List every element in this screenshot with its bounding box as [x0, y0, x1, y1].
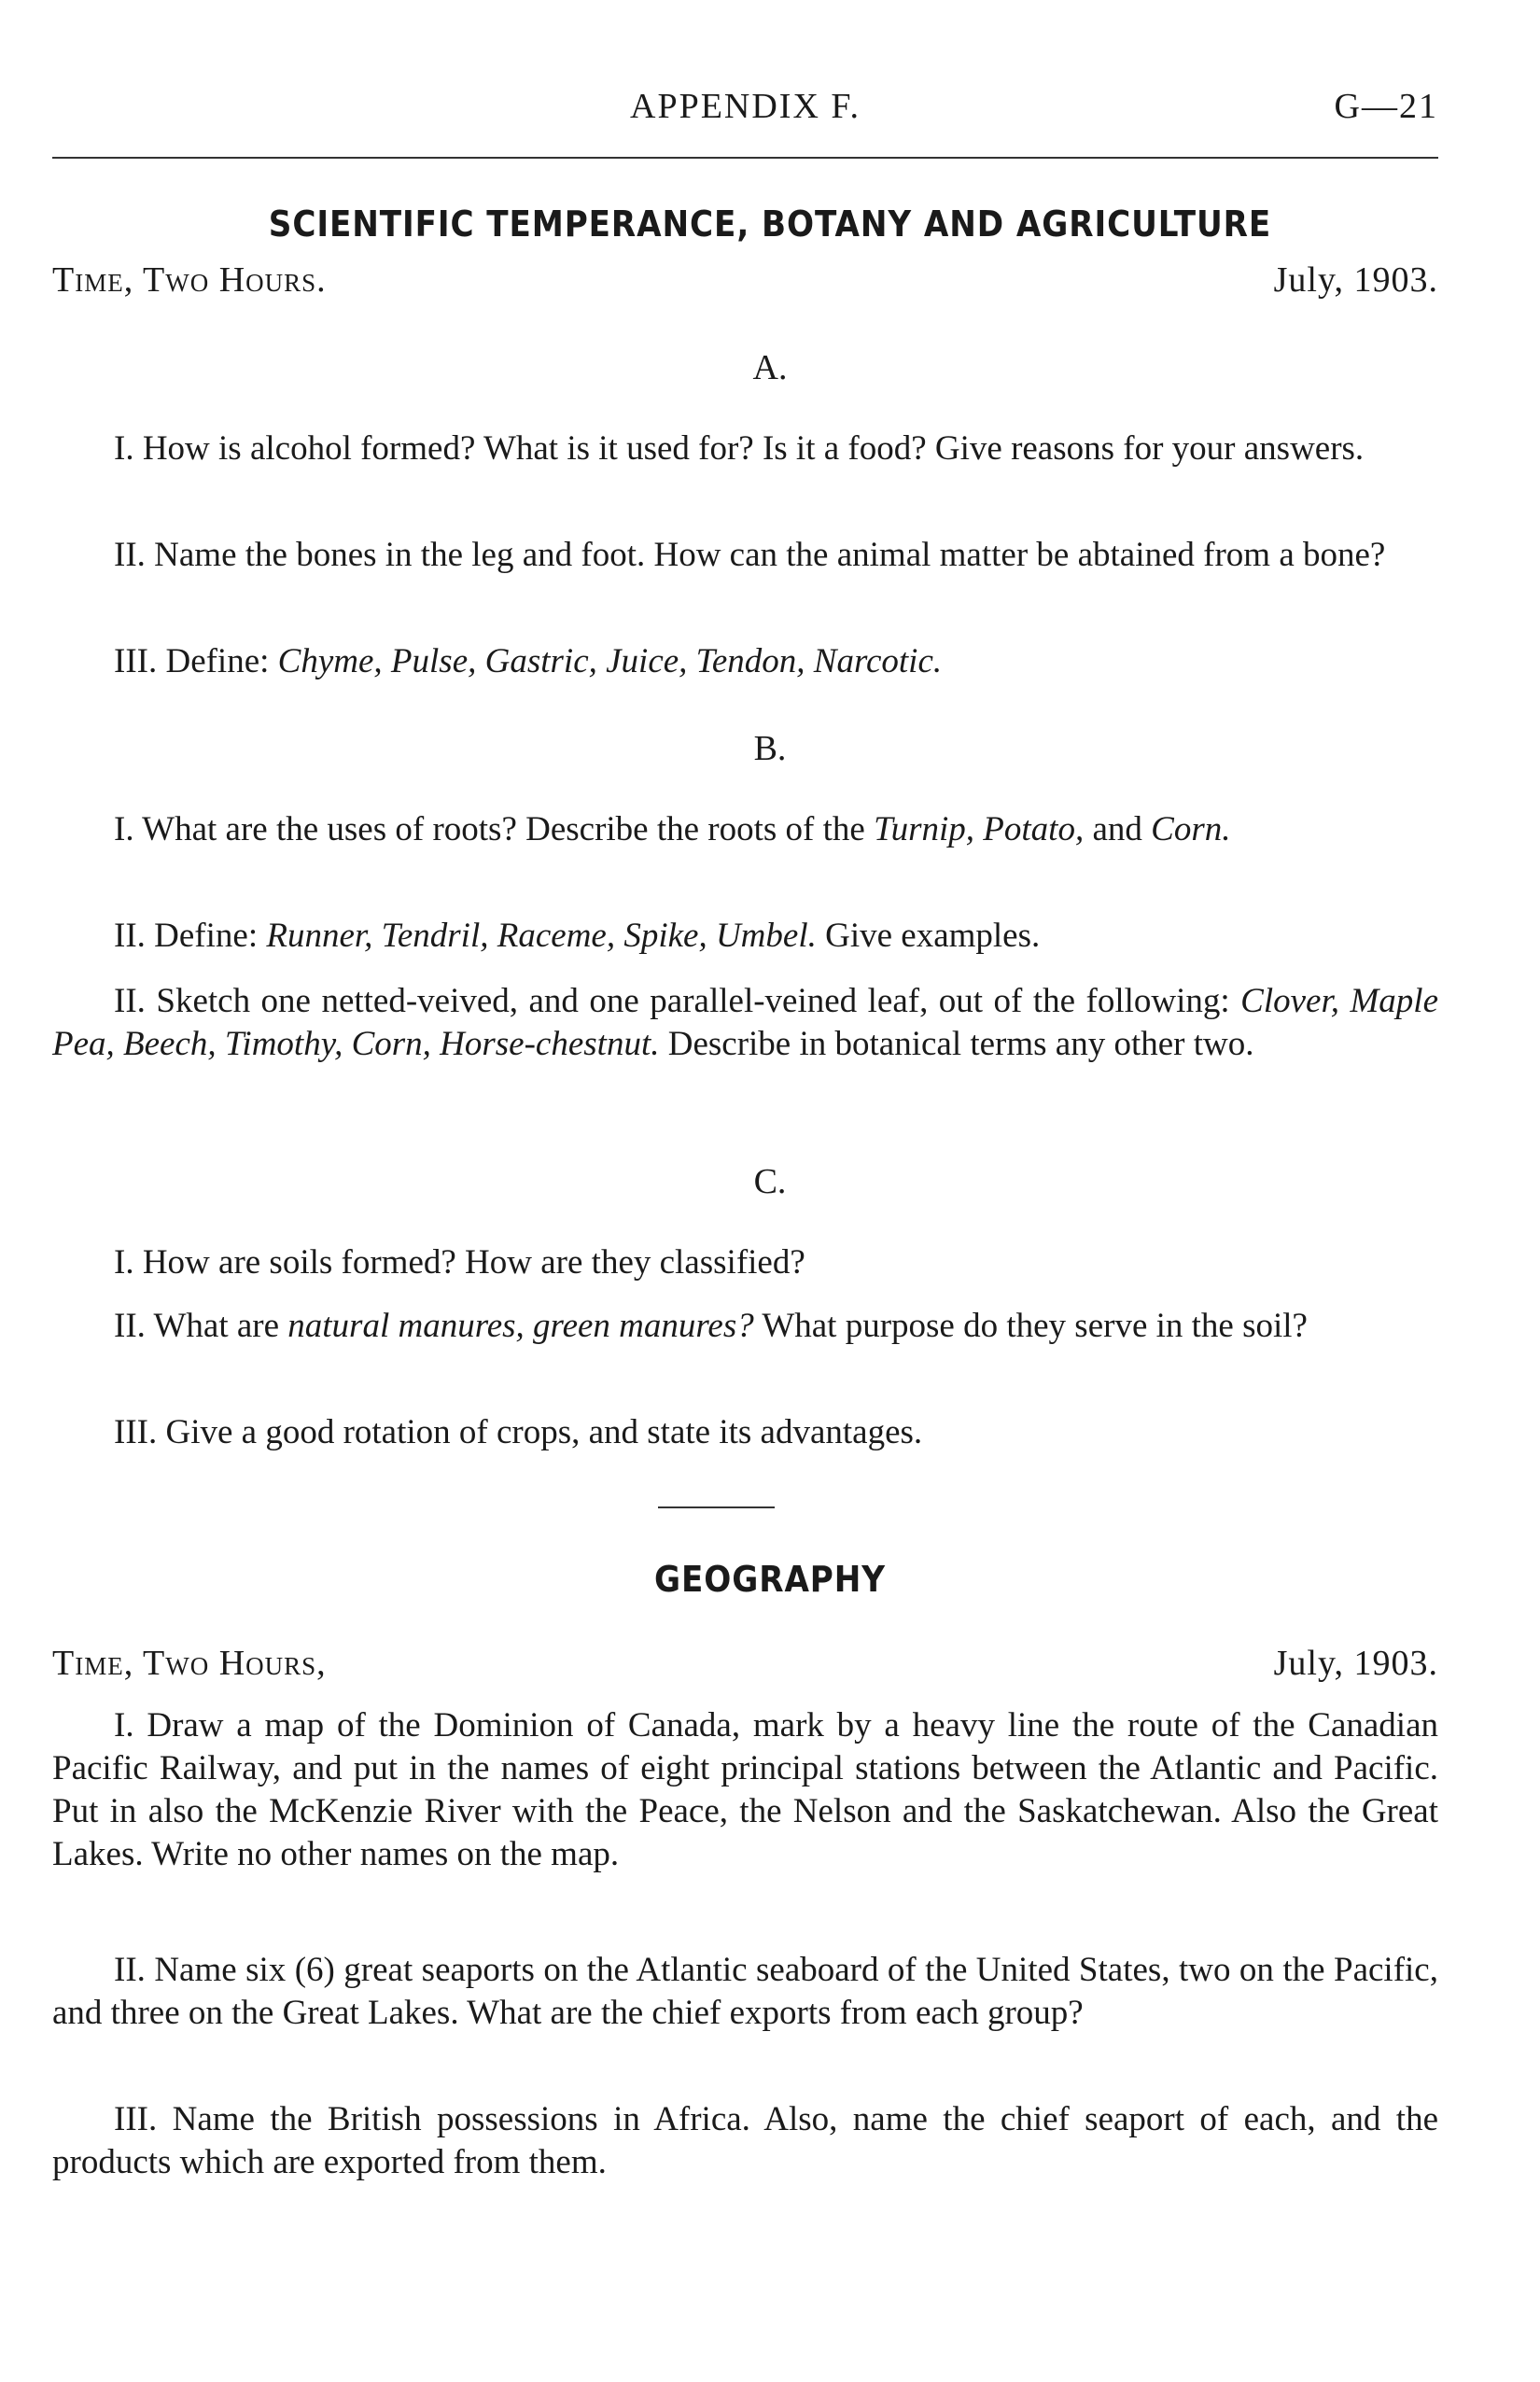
running-header: [52, 86, 1438, 142]
question-text: Name the bones in the leg and foot. How can the animal matter be abtained from a bone?: [154, 536, 1386, 574]
question-number: III.: [114, 1413, 166, 1451]
italic-term: natural manures, green manures?: [287, 1307, 754, 1345]
running-header-title: APPENDIX F.: [630, 87, 861, 126]
question-number: I.: [114, 1706, 147, 1744]
question-a-3: [52, 640, 1438, 683]
exam-date: July, 1903.: [1273, 1644, 1438, 1683]
question-number: III.: [114, 642, 166, 680]
question-number: III.: [114, 2100, 173, 2138]
question-text: What are: [153, 1307, 288, 1345]
question-text: Define:: [154, 917, 267, 955]
question-number: II.: [114, 982, 157, 1020]
italic-term: Corn.: [1151, 810, 1231, 848]
question-geo-1: [52, 1704, 1438, 1876]
question-text: How is alcohol formed? What is it used for? Is it a food? Give reasons for your answers.: [142, 429, 1365, 468]
question-b-1: [52, 808, 1438, 851]
question-text: Give examples.: [816, 917, 1041, 955]
question-text: Draw a map of the Dominion of Canada, mark by a heavy line the route of the Canadian Pacific Railway, and put in the names of eight principal stations between the Atlantic and Pacific. Put in also the McKenzie River with the Peace, the Nelson and the Saskatchewan. Also the Great Lakes. Write no other names on the map.: [52, 1706, 1439, 1873]
question-c-3: [52, 1411, 1438, 1454]
question-number: II.: [114, 1307, 154, 1345]
question-text: How are soils formed? How are they classified?: [142, 1243, 805, 1282]
part-letter-c: C.: [753, 1162, 787, 1201]
italic-term: Chyme, Pulse, Gastric, Juice, Tendon, Narcotic.: [277, 642, 943, 680]
question-number: II.: [114, 917, 155, 955]
question-text: Name the British possessions in Africa. Also, name the chief seaport of each, and the products which are exported from them.: [52, 2100, 1438, 2181]
italic-term: Turnip, Potato,: [874, 810, 1085, 848]
part-letter-b: B.: [753, 729, 787, 768]
section-heading-geography: GEOGRAPHY: [654, 1559, 886, 1600]
question-geo-2: [52, 1949, 1438, 2035]
question-text: What purpose do they serve in the soil?: [753, 1307, 1308, 1345]
question-number: II.: [114, 536, 155, 574]
question-text: Describe in botanical terms any other two.: [659, 1025, 1254, 1063]
question-text: Sketch one netted-veived, and one parallel-veined leaf, out of the following:: [156, 982, 1241, 1020]
question-text: Give a good rotation of crops, and state its advantages.: [165, 1413, 923, 1451]
section-heading-temperance: SCIENTIFIC TEMPERANCE, BOTANY AND AGRICULTURE: [268, 203, 1272, 245]
question-number: I.: [114, 810, 143, 848]
section-divider: [658, 1506, 775, 1508]
header-rule: [52, 157, 1438, 159]
question-c-2: [52, 1305, 1438, 1348]
italic-term: Clover, Maple Pea, Beech, Timothy, Corn, Horse-chestnut.: [52, 982, 1439, 1063]
question-text: Name six (6) great seaports on the Atlantic seaboard of the United States, two on the Pacific, and three on the Great Lakes. What are the chief exports from each group?: [52, 1951, 1438, 2032]
question-number: I.: [114, 1243, 143, 1282]
section-meta-temperance: [52, 259, 1438, 306]
question-b-2: [52, 915, 1438, 958]
question-a-1: [52, 427, 1438, 470]
question-c-1: [52, 1241, 1438, 1284]
question-number: I.: [114, 429, 143, 468]
page-number: G—21: [1334, 87, 1438, 126]
question-a-2: [52, 534, 1438, 577]
part-letter-a: A.: [752, 348, 788, 387]
question-geo-3: [52, 2098, 1438, 2184]
question-b-3: [52, 980, 1438, 1066]
section-meta-geography: [52, 1643, 1438, 1689]
question-text: What are the uses of roots? Describe the roots of the: [142, 810, 875, 848]
time-allowed: Time, Two Hours.: [52, 260, 327, 300]
question-number: II.: [114, 1951, 155, 1989]
italic-term: Runner, Tendril, Raceme, Spike, Umbel.: [266, 917, 817, 955]
question-text: Define:: [165, 642, 278, 680]
exam-date: July, 1903.: [1273, 260, 1438, 300]
question-text: and: [1084, 810, 1152, 848]
time-allowed: Time, Two Hours,: [52, 1644, 327, 1683]
